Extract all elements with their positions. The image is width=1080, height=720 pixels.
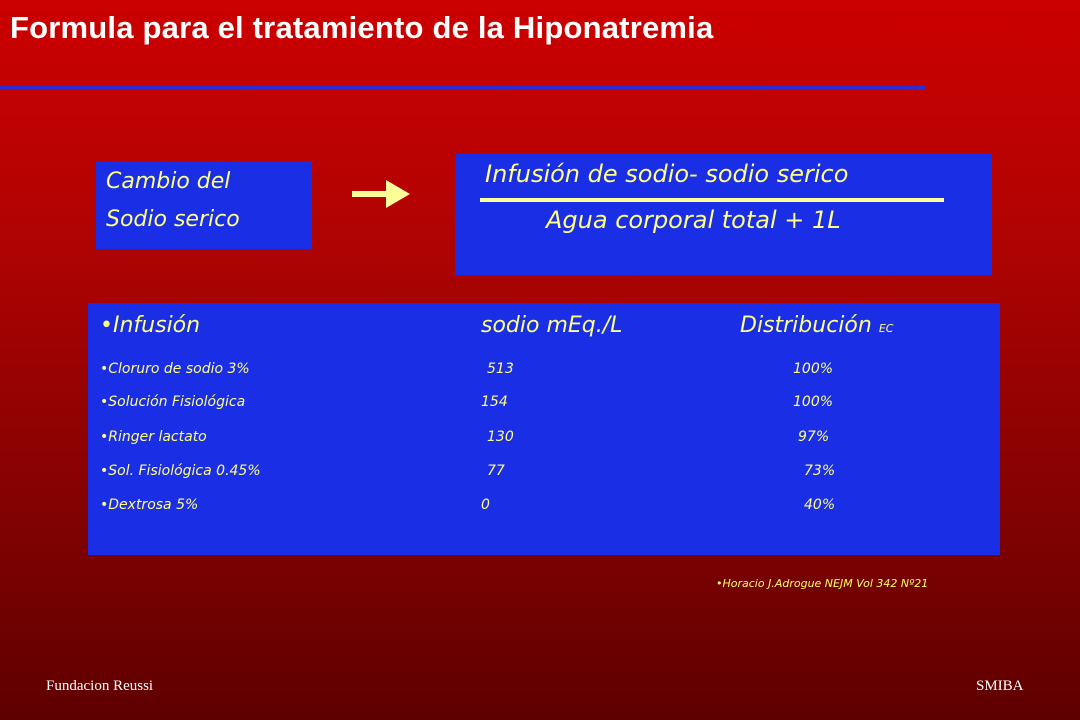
row-2-infusion: •Solución Fisiológica: [100, 394, 246, 410]
footer-left: Fundacion Reussi: [46, 678, 154, 694]
cambio-line-1: Cambio del: [106, 169, 231, 194]
row-3-distribucion: 97%: [798, 429, 830, 445]
footer-right: SMIBA: [976, 678, 1024, 694]
formula-box: [455, 154, 992, 275]
row-4-sodio: 77: [487, 463, 505, 479]
header-distribucion: Distribución EC: [740, 313, 894, 338]
row-3-sodio: 130: [487, 429, 514, 445]
citation: •Horacio J.Adrogue NEJM Vol 342 Nº21: [716, 577, 929, 590]
right-arrow-icon: [352, 178, 410, 210]
row-1-distribucion: 100%: [793, 361, 834, 377]
formula-numerator: Infusión de sodio- sodio serico: [485, 160, 849, 188]
row-4-distribucion: 73%: [804, 463, 836, 479]
title-underline: [0, 86, 926, 90]
cambio-line-2: Sodio serico: [106, 207, 240, 232]
row-5-infusion: •Dextrosa 5%: [100, 497, 199, 513]
row-2-sodio: 154: [481, 394, 508, 410]
row-2-distribucion: 100%: [793, 394, 834, 410]
formula-denominator: Agua corporal total + 1L: [546, 206, 841, 234]
row-1-infusion: •Cloruro de sodio 3%: [100, 361, 250, 377]
slide-title: Formula para el tratamiento de la Hiponatremia: [10, 10, 714, 45]
header-sodio: sodio mEq./L: [481, 313, 623, 338]
infusion-table: [88, 303, 1000, 555]
row-5-sodio: 0: [481, 497, 490, 513]
row-5-distribucion: 40%: [804, 497, 836, 513]
row-1-sodio: 513: [487, 361, 514, 377]
row-4-infusion: •Sol. Fisiológica 0.45%: [100, 463, 261, 479]
header-infusion: •Infusión: [100, 313, 201, 338]
cambio-box: [96, 161, 312, 249]
row-3-infusion: •Ringer lactato: [100, 429, 207, 445]
fraction-bar: [480, 198, 944, 202]
